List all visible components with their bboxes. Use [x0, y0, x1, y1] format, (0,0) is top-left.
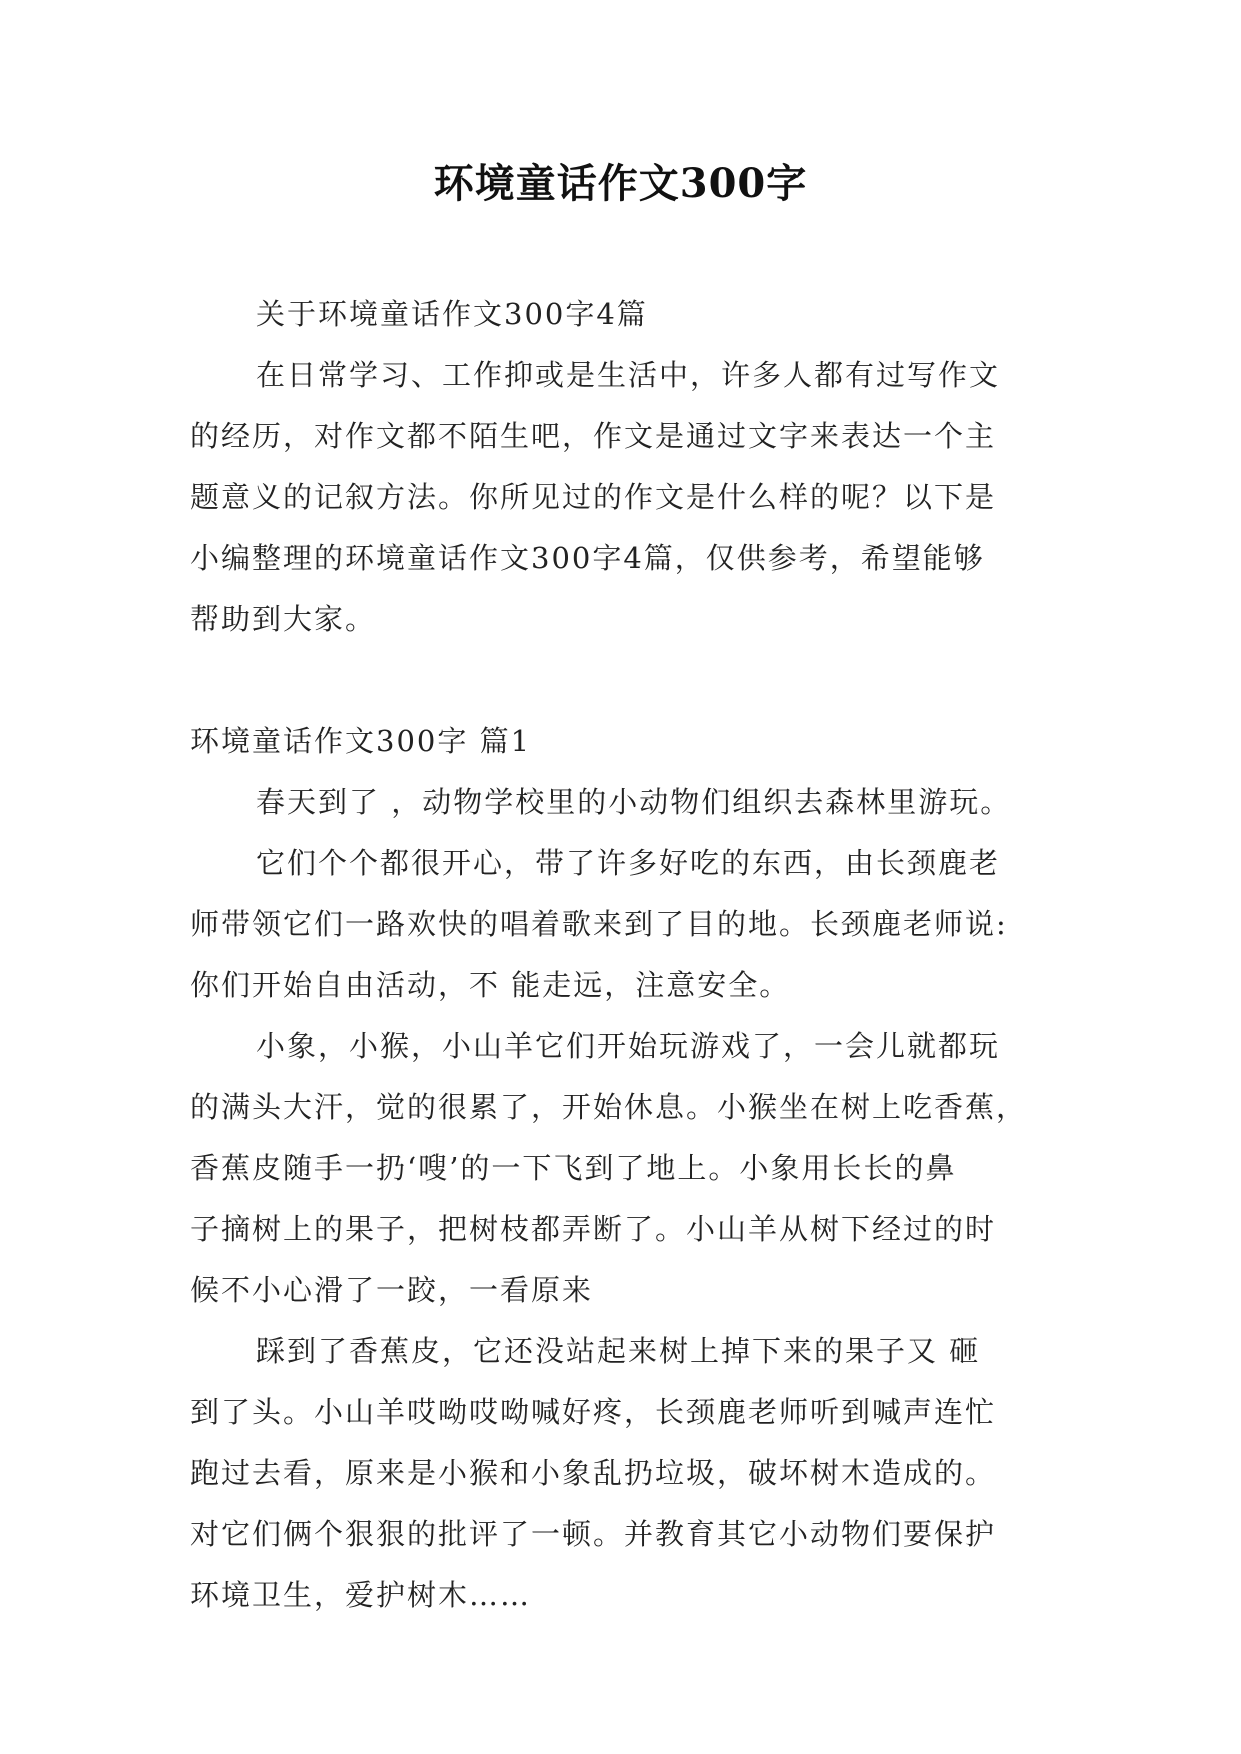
intro-line: 小编整理的环境童话作文300字4篇，仅供参考，希望能够 [190, 541, 985, 575]
section-paragraph [190, 1321, 1070, 1626]
section-paragraph [190, 1016, 1070, 1321]
intro-heading: 关于环境童话作文300字4篇 [256, 297, 648, 331]
intro-line: 的经历，对作文都不陌生吧，作文是通过文字来表达一个主 [190, 419, 997, 453]
section-line: 子摘树上的果子，把树枝都弄断了。小山羊从树下经过的时 [190, 1212, 997, 1246]
section-line: 香蕉皮随手一扔‘嗖’的一下飞到了地上。小象用长长的鼻 [190, 1151, 957, 1185]
intro-line: 题意义的记叙方法。你所见过的作文是什么样的呢？以下是 [190, 480, 997, 514]
section-spacer [190, 650, 1070, 711]
section-heading: 环境童话作文300字 篇1 [190, 724, 532, 758]
intro-paragraph [190, 345, 1070, 650]
intro-line: 在日常学习、工作抑或是生活中，许多人都有过写作文 [256, 358, 1001, 392]
section-line: 师带领它们一路欢快的唱着歌来到了目的地。长颈鹿老师说: [190, 907, 1008, 941]
section-line: 春天到了 ，动物学校里的小动物们组织去森林里游玩。 [256, 785, 1012, 819]
section-line: 小象，小猴，小山羊它们开始玩游戏了，一会儿就都玩 [256, 1029, 1001, 1063]
document-body [190, 284, 1070, 1626]
section-line: 环境卫生，爱护树木…… [190, 1578, 532, 1612]
intro-line: 帮助到大家。 [190, 602, 377, 636]
section-line: 的满头大汗，觉的很累了，开始休息。小猴坐在树上吃香蕉， [190, 1090, 1028, 1124]
section-line: 跑过去看，原来是小猴和小象乱扔垃圾，破坏树木造成的。 [190, 1456, 997, 1490]
document-title: 环境童话作文300字 [433, 160, 808, 207]
section-paragraph [190, 833, 1070, 1016]
section-line: 到了头。小山羊哎呦哎呦喊好疼，长颈鹿老师听到喊声连忙 [190, 1395, 997, 1429]
section-line: 它们个个都很开心，带了许多好吃的东西，由长颈鹿老 [256, 846, 1001, 880]
section-line: 你们开始自由活动，不 能走远，注意安全。 [190, 968, 791, 1002]
section-line: 候不小心滑了一跤，一看原来 [190, 1273, 594, 1307]
section-line: 踩到了香蕉皮，它还没站起来树上掉下来的果子又 砸 [256, 1334, 981, 1368]
section-paragraph [190, 772, 1070, 833]
section-line: 对它们俩个狠狠的批评了一顿。并教育其它小动物们要保护 [190, 1517, 997, 1551]
